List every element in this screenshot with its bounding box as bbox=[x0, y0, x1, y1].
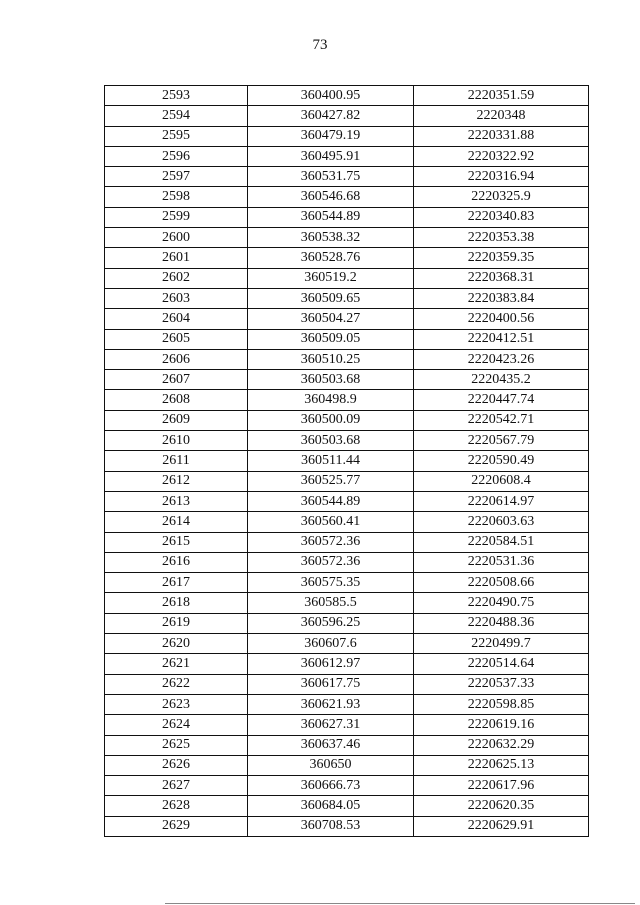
table-row bbox=[105, 471, 589, 491]
table-row bbox=[105, 410, 589, 430]
y-coordinate-cell: 2220620.35 bbox=[414, 796, 589, 816]
x-coordinate-cell: 360650 bbox=[248, 755, 414, 775]
point-number-cell: 2625 bbox=[105, 735, 248, 755]
table-row bbox=[105, 349, 589, 369]
x-coordinate-cell: 360575.35 bbox=[248, 573, 414, 593]
y-coordinate-cell: 2220625.13 bbox=[414, 755, 589, 775]
point-number-cell: 2620 bbox=[105, 634, 248, 654]
y-coordinate-cell: 2220499.7 bbox=[414, 634, 589, 654]
y-coordinate-cell: 2220447.74 bbox=[414, 390, 589, 410]
y-coordinate-cell: 2220542.71 bbox=[414, 410, 589, 430]
point-number-cell: 2626 bbox=[105, 755, 248, 775]
table-row bbox=[105, 552, 589, 572]
y-coordinate-cell: 2220598.85 bbox=[414, 694, 589, 714]
table-row bbox=[105, 674, 589, 694]
point-number-cell: 2602 bbox=[105, 268, 248, 288]
point-number-cell: 2599 bbox=[105, 207, 248, 227]
table-row bbox=[105, 654, 589, 674]
table-row bbox=[105, 634, 589, 654]
point-number-cell: 2597 bbox=[105, 167, 248, 187]
x-coordinate-cell: 360498.9 bbox=[248, 390, 414, 410]
y-coordinate-cell: 2220514.64 bbox=[414, 654, 589, 674]
y-coordinate-cell: 2220567.79 bbox=[414, 431, 589, 451]
table-row bbox=[105, 288, 589, 308]
y-coordinate-cell: 2220331.88 bbox=[414, 126, 589, 146]
point-number-cell: 2611 bbox=[105, 451, 248, 471]
y-coordinate-cell: 2220584.51 bbox=[414, 532, 589, 552]
x-coordinate-cell: 360627.31 bbox=[248, 715, 414, 735]
point-number-cell: 2614 bbox=[105, 512, 248, 532]
point-number-cell: 2627 bbox=[105, 776, 248, 796]
point-number-cell: 2612 bbox=[105, 471, 248, 491]
x-coordinate-cell: 360572.36 bbox=[248, 532, 414, 552]
table-row bbox=[105, 512, 589, 532]
point-number-cell: 2598 bbox=[105, 187, 248, 207]
point-number-cell: 2610 bbox=[105, 431, 248, 451]
y-coordinate-cell: 2220508.66 bbox=[414, 573, 589, 593]
x-coordinate-cell: 360495.91 bbox=[248, 146, 414, 166]
x-coordinate-cell: 360538.32 bbox=[248, 228, 414, 248]
x-coordinate-cell: 360509.65 bbox=[248, 288, 414, 308]
point-number-cell: 2607 bbox=[105, 370, 248, 390]
y-coordinate-cell: 2220614.97 bbox=[414, 491, 589, 511]
page-number: 73 bbox=[312, 37, 328, 53]
table-row bbox=[105, 573, 589, 593]
x-coordinate-cell: 360503.68 bbox=[248, 370, 414, 390]
x-coordinate-cell: 360503.68 bbox=[248, 431, 414, 451]
point-number-cell: 2628 bbox=[105, 796, 248, 816]
table-row bbox=[105, 268, 589, 288]
table-row bbox=[105, 451, 589, 471]
y-coordinate-cell: 2220537.33 bbox=[414, 674, 589, 694]
table-row bbox=[105, 228, 589, 248]
point-number-cell: 2601 bbox=[105, 248, 248, 268]
x-coordinate-cell: 360621.93 bbox=[248, 694, 414, 714]
table-row bbox=[105, 126, 589, 146]
x-coordinate-cell: 360528.76 bbox=[248, 248, 414, 268]
x-coordinate-cell: 360544.89 bbox=[248, 491, 414, 511]
table-row bbox=[105, 491, 589, 511]
table-row bbox=[105, 106, 589, 126]
y-coordinate-cell: 2220325.9 bbox=[414, 187, 589, 207]
y-coordinate-cell: 2220348 bbox=[414, 106, 589, 126]
y-coordinate-cell: 2220359.35 bbox=[414, 248, 589, 268]
table-row bbox=[105, 86, 589, 106]
table-row bbox=[105, 613, 589, 633]
y-coordinate-cell: 2220322.92 bbox=[414, 146, 589, 166]
point-number-cell: 2595 bbox=[105, 126, 248, 146]
table-row bbox=[105, 309, 589, 329]
point-number-cell: 2617 bbox=[105, 573, 248, 593]
point-number-cell: 2623 bbox=[105, 694, 248, 714]
y-coordinate-cell: 2220632.29 bbox=[414, 735, 589, 755]
point-number-cell: 2619 bbox=[105, 613, 248, 633]
table-row bbox=[105, 248, 589, 268]
point-number-cell: 2593 bbox=[105, 86, 248, 106]
x-coordinate-cell: 360607.6 bbox=[248, 634, 414, 654]
y-coordinate-cell: 2220531.36 bbox=[414, 552, 589, 572]
point-number-cell: 2596 bbox=[105, 146, 248, 166]
table-row bbox=[105, 755, 589, 775]
table-row bbox=[105, 532, 589, 552]
table-row bbox=[105, 715, 589, 735]
y-coordinate-cell: 2220400.56 bbox=[414, 309, 589, 329]
y-coordinate-cell: 2220590.49 bbox=[414, 451, 589, 471]
point-number-cell: 2621 bbox=[105, 654, 248, 674]
x-coordinate-cell: 360684.05 bbox=[248, 796, 414, 816]
y-coordinate-cell: 2220423.26 bbox=[414, 349, 589, 369]
table-row bbox=[105, 370, 589, 390]
y-coordinate-cell: 2220629.91 bbox=[414, 816, 589, 836]
table-row bbox=[105, 329, 589, 349]
point-number-cell: 2616 bbox=[105, 552, 248, 572]
table-row bbox=[105, 207, 589, 227]
point-number-cell: 2618 bbox=[105, 593, 248, 613]
point-number-cell: 2594 bbox=[105, 106, 248, 126]
x-coordinate-cell: 360666.73 bbox=[248, 776, 414, 796]
table-row bbox=[105, 735, 589, 755]
y-coordinate-cell: 2220412.51 bbox=[414, 329, 589, 349]
y-coordinate-cell: 2220617.96 bbox=[414, 776, 589, 796]
coordinates-table-body bbox=[105, 86, 589, 837]
x-coordinate-cell: 360400.95 bbox=[248, 86, 414, 106]
x-coordinate-cell: 360531.75 bbox=[248, 167, 414, 187]
x-coordinate-cell: 360519.2 bbox=[248, 268, 414, 288]
x-coordinate-cell: 360479.19 bbox=[248, 126, 414, 146]
y-coordinate-cell: 2220368.31 bbox=[414, 268, 589, 288]
y-coordinate-cell: 2220340.83 bbox=[414, 207, 589, 227]
table-row bbox=[105, 390, 589, 410]
point-number-cell: 2609 bbox=[105, 410, 248, 430]
x-coordinate-cell: 360617.75 bbox=[248, 674, 414, 694]
y-coordinate-cell: 2220435.2 bbox=[414, 370, 589, 390]
x-coordinate-cell: 360504.27 bbox=[248, 309, 414, 329]
table-row bbox=[105, 187, 589, 207]
x-coordinate-cell: 360596.25 bbox=[248, 613, 414, 633]
x-coordinate-cell: 360510.25 bbox=[248, 349, 414, 369]
x-coordinate-cell: 360500.09 bbox=[248, 410, 414, 430]
point-number-cell: 2624 bbox=[105, 715, 248, 735]
x-coordinate-cell: 360560.41 bbox=[248, 512, 414, 532]
y-coordinate-cell: 2220353.38 bbox=[414, 228, 589, 248]
x-coordinate-cell: 360544.89 bbox=[248, 207, 414, 227]
x-coordinate-cell: 360637.46 bbox=[248, 735, 414, 755]
y-coordinate-cell: 2220490.75 bbox=[414, 593, 589, 613]
x-coordinate-cell: 360585.5 bbox=[248, 593, 414, 613]
page-edge-line bbox=[165, 903, 635, 904]
point-number-cell: 2615 bbox=[105, 532, 248, 552]
table-row bbox=[105, 593, 589, 613]
table-row bbox=[105, 431, 589, 451]
point-number-cell: 2605 bbox=[105, 329, 248, 349]
point-number-cell: 2608 bbox=[105, 390, 248, 410]
table-row bbox=[105, 146, 589, 166]
point-number-cell: 2613 bbox=[105, 491, 248, 511]
table-row bbox=[105, 796, 589, 816]
point-number-cell: 2600 bbox=[105, 228, 248, 248]
y-coordinate-cell: 2220351.59 bbox=[414, 86, 589, 106]
y-coordinate-cell: 2220383.84 bbox=[414, 288, 589, 308]
y-coordinate-cell: 2220603.63 bbox=[414, 512, 589, 532]
point-number-cell: 2622 bbox=[105, 674, 248, 694]
point-number-cell: 2606 bbox=[105, 349, 248, 369]
x-coordinate-cell: 360572.36 bbox=[248, 552, 414, 572]
point-number-cell: 2604 bbox=[105, 309, 248, 329]
table-row bbox=[105, 167, 589, 187]
x-coordinate-cell: 360427.82 bbox=[248, 106, 414, 126]
y-coordinate-cell: 2220608.4 bbox=[414, 471, 589, 491]
x-coordinate-cell: 360546.68 bbox=[248, 187, 414, 207]
x-coordinate-cell: 360525.77 bbox=[248, 471, 414, 491]
x-coordinate-cell: 360708.53 bbox=[248, 816, 414, 836]
y-coordinate-cell: 2220488.36 bbox=[414, 613, 589, 633]
x-coordinate-cell: 360511.44 bbox=[248, 451, 414, 471]
x-coordinate-cell: 360612.97 bbox=[248, 654, 414, 674]
point-number-cell: 2629 bbox=[105, 816, 248, 836]
x-coordinate-cell: 360509.05 bbox=[248, 329, 414, 349]
table-row bbox=[105, 776, 589, 796]
table-row bbox=[105, 816, 589, 836]
point-number-cell: 2603 bbox=[105, 288, 248, 308]
y-coordinate-cell: 2220316.94 bbox=[414, 167, 589, 187]
coordinates-table bbox=[104, 85, 589, 837]
y-coordinate-cell: 2220619.16 bbox=[414, 715, 589, 735]
table-row bbox=[105, 694, 589, 714]
